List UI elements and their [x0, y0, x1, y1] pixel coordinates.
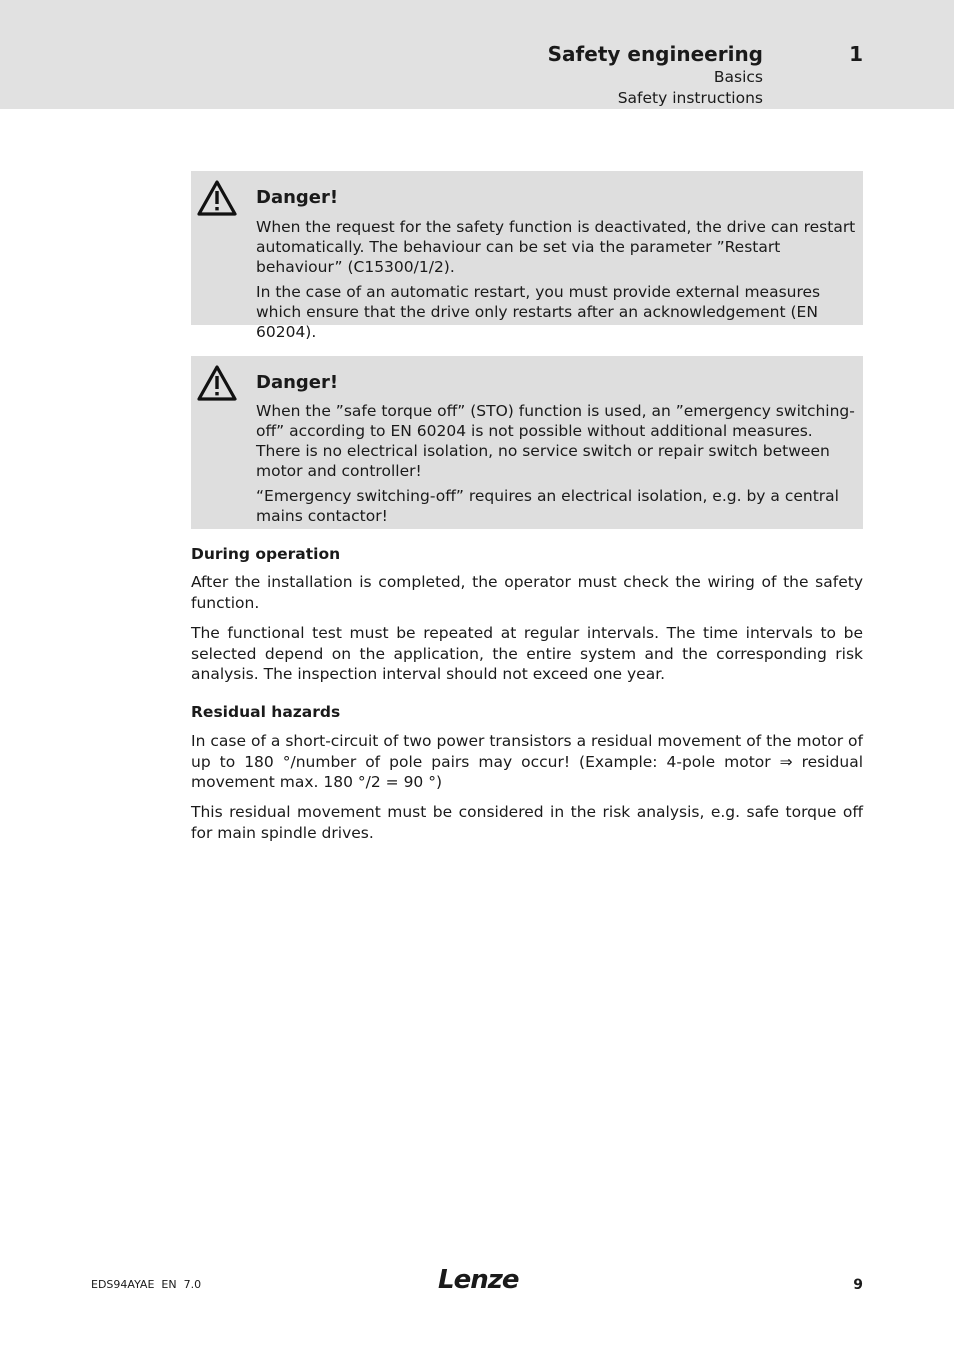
- document-id: EDS94AYAE EN 7.0: [91, 1278, 202, 1291]
- note-paragraph: “Emergency switching-off” requires an electrical isolation, e.g. by a central mains contactor!: [256, 487, 839, 525]
- body-paragraph: The functional test must be repeated at regular intervals. The time intervals to be selected depend on the application, the entire system and the corresponding risk analysis. The inspection interval should not exceed one year.: [191, 624, 863, 683]
- page-number: 9: [853, 1277, 863, 1293]
- warning-triangle-icon: [196, 179, 238, 217]
- warning-triangle-icon: [196, 364, 238, 402]
- note-paragraph: When the request for the safety function is deactivated, the drive can restart automatically. The behaviour can be set via the parameter ”Restart behaviour” (C15300/1/2).: [256, 218, 856, 276]
- danger-note: [191, 171, 863, 341]
- chapter-title: Safety engineering: [547, 42, 763, 66]
- section-heading: Residual hazards: [191, 703, 341, 721]
- chapter-number: 1: [849, 42, 863, 66]
- section-subtitle: Basics: [713, 68, 763, 86]
- note-title: Danger!: [256, 187, 339, 208]
- body-paragraph: This residual movement must be considered in the risk analysis, e.g. safe torque off for main spindle drives.: [191, 803, 863, 842]
- header-band: [0, 0, 954, 109]
- body-paragraph: In case of a short-circuit of two power transistors a residual movement of the motor of up to 180 °/number of pole pairs may occur! (Example: 4-pole motor ⇒ residual movement max. 180 °/2 = 90 °): [191, 732, 863, 791]
- subsection-subtitle: Safety instructions: [617, 89, 763, 107]
- section-heading: During operation: [191, 545, 341, 563]
- danger-note: [191, 356, 863, 529]
- note-paragraph: In the case of an automatic restart, you must provide external measures which ensure that the drive only restarts after an acknowledgement (EN 60204).: [256, 283, 821, 341]
- note-title: Danger!: [256, 372, 339, 393]
- note-paragraph: When the ”safe torque off” (STO) function is used, an ”emergency switching-off” according to EN 60204 is not possible without additional measures. There is no electrical isolation, no service switch or repair switch between motor and controller!: [256, 402, 855, 480]
- lenze-logo: Lenze: [438, 1265, 519, 1295]
- body-paragraph: After the installation is completed, the operator must check the wiring of the safety function.: [191, 573, 863, 612]
